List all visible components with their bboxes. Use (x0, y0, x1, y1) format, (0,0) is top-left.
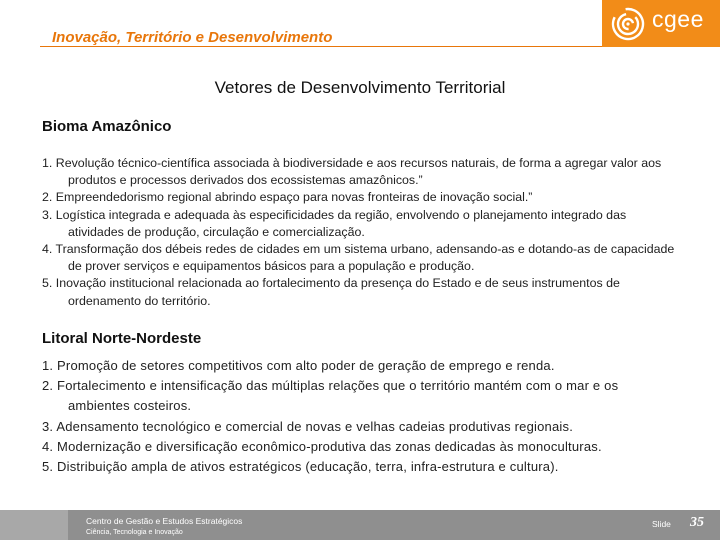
list-item: 1. Revolução técnico-científica associada à biodiversidade e aos recursos naturais, de forma a agregar valor aos produtos e processos derivados dos ecossistemas amazônicos.” (42, 156, 662, 188)
list-item: 4. Modernização e diversificação econômico-produtiva das zonas dedicadas às monoculturas. (42, 438, 602, 454)
footer-bar (0, 510, 720, 540)
list-item: 1. Promoção de setores competitivos com alto poder de geração de emprego e renda. (42, 358, 555, 373)
header-title: Inovação, Território e Desenvolvimento (52, 29, 333, 46)
logo-text: cgee (652, 6, 704, 32)
footer-tagline: Ciência, Tecnologia e Inovação (86, 529, 183, 536)
footer-accent-block (0, 510, 68, 540)
slide-number: 35 (690, 515, 704, 530)
amazonia-vector-list (42, 155, 682, 310)
list-item: 3. Logística integrada e adequada às especificidades da região, envolvendo o planejamento integrado das atividades de produção, circulação e comercialização. (42, 207, 627, 239)
footer-org-name: Centro de Gestão e Estudos Estratégicos (86, 516, 243, 526)
nordeste-vector-list (42, 356, 682, 477)
slide-title: Vetores de Desenvolvimento Territorial (214, 78, 506, 97)
list-item: 5. Inovação institucional relacionada ao fortalecimento da presença do Estado e de seus instrumentos de ordenamento do território. (42, 276, 620, 308)
section-heading-amazonia: Bioma Amazônico (42, 118, 172, 135)
footer-slide-label: Slide (652, 519, 671, 529)
list-item: 4. Transformação dos débeis redes de cidades em um sistema urbano, adensando-as e dotando-as de capacidade de prover serviços e equipamentos básicos para a população e produção. (42, 242, 675, 274)
section-heading-nordeste: Litoral Norte-Nordeste (42, 330, 202, 347)
cgee-swirl-icon (608, 4, 648, 44)
list-item: 5. Distribuição ampla de ativos estratégicos (educação, terra, infra-estrutura e cultura). (42, 459, 559, 475)
cgee-logo (602, 0, 720, 47)
list-item: 3. Adensamento tecnológico e comercial de novas e velhas cadeias produtivas regionais. (42, 418, 574, 434)
header-divider (40, 46, 602, 47)
list-item: 2. Fortalecimento e intensificação das múltiplas relações que o território mantém com o mar e os ambientes costeiros. (42, 378, 619, 414)
list-item: 2. Empreendedorismo regional abrindo espaço para novas fronteiras de inovação social.” (42, 190, 533, 205)
